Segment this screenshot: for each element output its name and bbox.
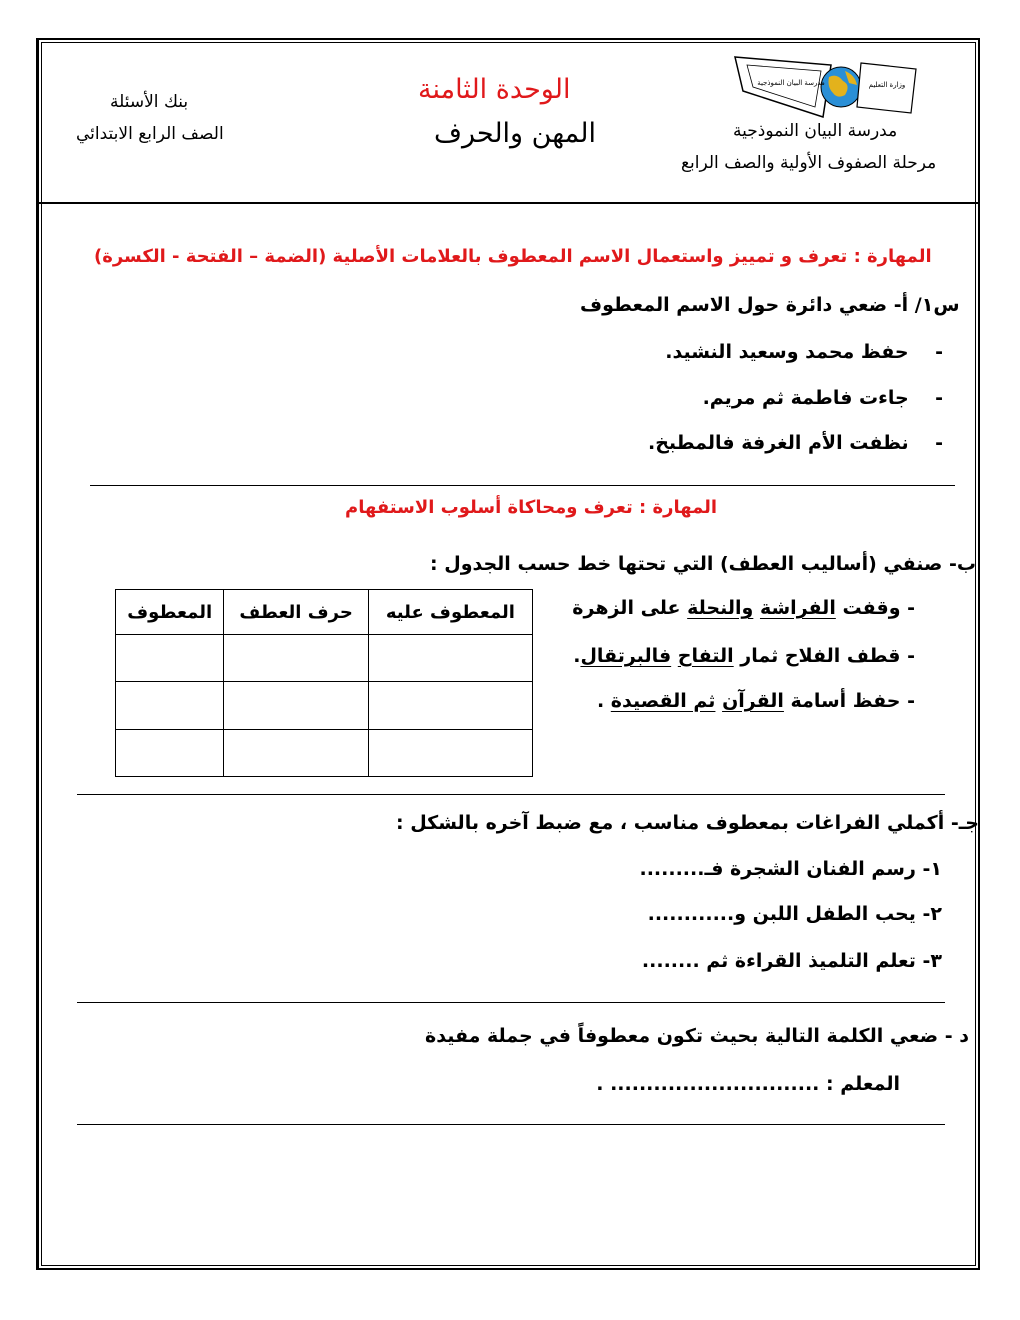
sentence-text: جاءت فاطمة ثم مريم. bbox=[702, 387, 909, 409]
table-header-row bbox=[116, 590, 533, 635]
sentence-row: - وقفت الفراشة والنحلة على الزهرة bbox=[572, 597, 915, 619]
bullet: - bbox=[935, 432, 943, 454]
table-cell[interactable] bbox=[116, 635, 224, 682]
table-row bbox=[116, 729, 533, 776]
underlined-word: التفاح bbox=[677, 645, 734, 667]
header-divider bbox=[38, 202, 979, 204]
table-cell[interactable] bbox=[224, 729, 368, 776]
fill-blank-item: ١- رسم الفنان الشجرة فـ......... bbox=[639, 858, 942, 880]
list-item bbox=[703, 387, 943, 409]
question-d: د - ضعي الكلمة التالية بحيث تكون معطوفاً في جملة مفيدة bbox=[425, 1025, 970, 1047]
table-header: المعطوف bbox=[116, 590, 224, 635]
school-stage: مرحلة الصفوف الأولية والصف الرابع bbox=[681, 153, 937, 173]
skill-1-label: المهارة : تعرف و تمييز واستعمال الاسم المعطوف بالعلامات الأصلية (الضمة – الفتحة - الكسرة) bbox=[94, 246, 932, 267]
list-item bbox=[665, 341, 943, 363]
underlined-word: فالبرتقال bbox=[580, 645, 672, 667]
question-c: جـ- أكملي الفراغات بمعطوف مناسب ، مع ضبط آخره بالشكل : bbox=[396, 812, 979, 834]
table-header: حرف العطف bbox=[224, 590, 368, 635]
bullet: - bbox=[935, 341, 943, 363]
table-cell[interactable] bbox=[116, 682, 224, 729]
list-item bbox=[648, 432, 943, 454]
sentence-row: - قطف الفلاح ثمار التفاح فالبرتقال. bbox=[573, 645, 915, 667]
underlined-word: القرآن bbox=[722, 690, 784, 712]
underlined-word: والنحلة bbox=[687, 597, 754, 619]
school-logo bbox=[733, 55, 918, 119]
underlined-word: ثم القصيدة bbox=[610, 690, 716, 712]
sentence-text: نظفت الأم الغرفة فالمطبخ. bbox=[648, 432, 909, 454]
answer-line[interactable]: المعلم : ............................. . bbox=[596, 1073, 900, 1095]
grade-label: الصف الرابع الابتدائي bbox=[76, 124, 224, 144]
logo-text-b: وزارة التعليم bbox=[868, 81, 906, 89]
table-row bbox=[116, 635, 533, 682]
logo-text-a: مدرسة البيان النموذجية bbox=[757, 79, 825, 87]
fill-blank-item: ٣- تعلم التلميذ القراءة ثم ........ bbox=[641, 950, 942, 972]
sentence-row: - حفظ أسامة القرآن ثم القصيدة . bbox=[596, 690, 915, 712]
section-divider bbox=[77, 1124, 945, 1125]
table-cell[interactable] bbox=[368, 682, 532, 729]
table-row bbox=[116, 682, 533, 729]
skill-2-label: المهارة : تعرف ومحاكاة أسلوب الاستفهام bbox=[345, 497, 718, 518]
school-name: مدرسة البيان النموذجية bbox=[733, 121, 898, 141]
question-bank-label: بنك الأسئلة bbox=[110, 92, 189, 112]
question-b: ب- صنفي (أساليب العطف) التي تحتها خط حسب الجدول : bbox=[430, 553, 977, 575]
section-divider bbox=[77, 1002, 945, 1003]
unit-title: الوحدة الثامنة bbox=[418, 74, 571, 105]
underlined-word: الفراشة bbox=[759, 597, 836, 619]
table-cell[interactable] bbox=[368, 729, 532, 776]
section-divider bbox=[77, 794, 945, 795]
bullet: - bbox=[935, 387, 943, 409]
unit-subtitle: المهن والحرف bbox=[434, 118, 596, 149]
table-cell[interactable] bbox=[224, 682, 368, 729]
section-divider bbox=[90, 485, 955, 486]
sentence-text: حفظ محمد وسعيد النشيد. bbox=[665, 341, 909, 363]
question-1a: س١/ أ- ضعي دائرة حول الاسم المعطوف bbox=[580, 294, 960, 316]
classification-table bbox=[115, 589, 533, 777]
table-cell[interactable] bbox=[116, 729, 224, 776]
table-cell[interactable] bbox=[368, 635, 532, 682]
table-cell[interactable] bbox=[224, 635, 368, 682]
table-header: المعطوف عليه bbox=[368, 590, 532, 635]
fill-blank-item: ٢- يحب الطفل اللبن و............ bbox=[647, 903, 942, 925]
